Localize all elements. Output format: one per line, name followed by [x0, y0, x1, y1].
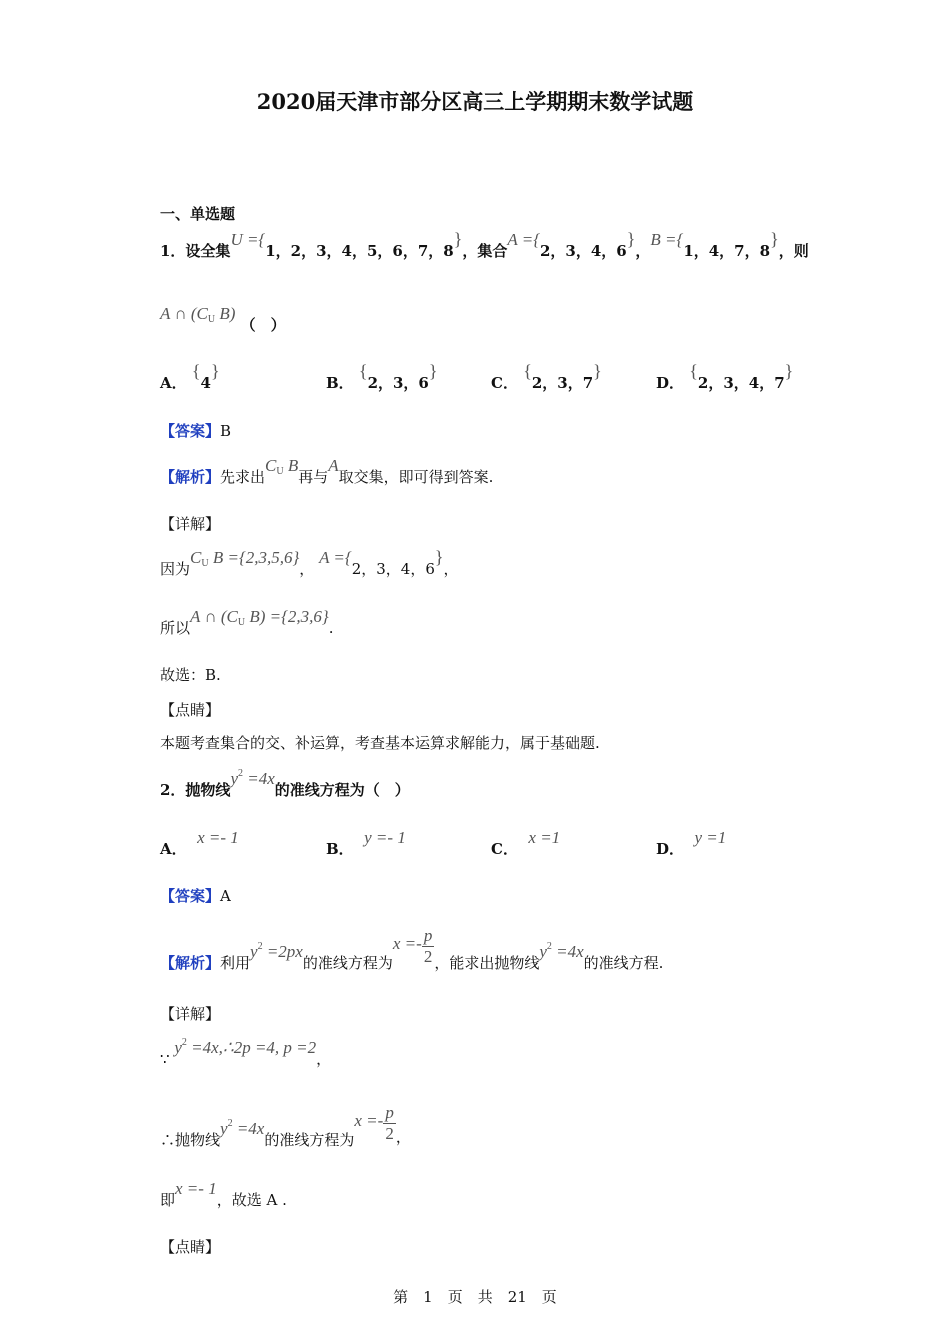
fraction-numerator: p	[385, 1103, 394, 1122]
var-y: y	[174, 1038, 182, 1057]
directrix-x: x =-	[354, 1110, 384, 1130]
question-2-tail: 的准线方程为（ ）	[274, 781, 410, 799]
set-label: ，集合	[462, 242, 508, 260]
q2-option-b[interactable]	[326, 828, 406, 859]
set-a-symbol: A	[328, 456, 339, 475]
analysis-text: 的准线方程.	[583, 953, 664, 972]
answer-value: A	[220, 887, 231, 905]
answer-value: B	[220, 422, 232, 440]
because-text: 因为	[160, 560, 191, 578]
q1-option-b[interactable]	[326, 361, 438, 393]
option-label: C．	[491, 374, 518, 392]
q1-option-a[interactable]	[160, 361, 220, 393]
q2-comment-tag: 【点睛】	[160, 1238, 221, 1256]
option-label: D．	[656, 374, 685, 392]
analysis-text: ，能求出抛物线	[434, 953, 540, 972]
complement-subscript: U	[276, 466, 284, 477]
fraction-denominator: 2	[385, 1124, 394, 1143]
q2-option-c[interactable]	[491, 828, 561, 859]
brace-close: }	[210, 361, 220, 381]
therefore-symbol: ∴	[160, 1130, 176, 1149]
q1-option-d[interactable]	[656, 361, 794, 393]
var-y: y	[250, 941, 258, 961]
question-2-stem	[160, 768, 410, 800]
option-label: B．	[326, 374, 354, 392]
brace-close: }	[428, 361, 438, 381]
answer-tag: 【答案】	[160, 887, 221, 905]
result-expr: x =- 1	[175, 1179, 217, 1198]
set-u-label: U ={	[230, 230, 266, 249]
option-value: 2，3，6	[367, 374, 429, 392]
q1-answer	[160, 420, 231, 441]
question-1-number: 1．设全集	[160, 242, 231, 260]
analysis-tag: 【解析】	[160, 468, 221, 486]
brace-close: }	[453, 229, 463, 249]
page-title: 2020届天津市部分区高三上学期期末数学试题	[256, 89, 694, 114]
complement-subscript: U	[237, 617, 246, 628]
brace-close: }	[434, 547, 444, 567]
brace-open: {	[523, 361, 532, 381]
option-value: x =- 1	[197, 828, 239, 847]
intersection-expr: A ∩ (C	[190, 607, 238, 626]
comma: ，	[299, 560, 315, 578]
var-y: y	[539, 941, 547, 961]
option-label: C．	[491, 840, 518, 858]
q1-because	[160, 547, 459, 580]
q2-option-a[interactable]	[160, 828, 239, 859]
q1-analysis	[160, 456, 494, 488]
exponent: 2	[237, 768, 243, 779]
set-u-values: 1，2，3，4，5，6，7，8	[265, 242, 454, 260]
then-text: ，则	[778, 242, 809, 260]
comma: ，	[316, 1050, 332, 1068]
q2-answer	[160, 885, 231, 906]
var-y: y	[220, 1118, 228, 1138]
q2-analysis	[160, 918, 664, 972]
option-label: A．	[160, 840, 187, 858]
brace-close: }	[770, 229, 779, 249]
set-b-label: B ={	[650, 230, 684, 249]
set-a-label: A ={	[319, 548, 352, 567]
complement-expr: B ={2,3,5,6}	[208, 548, 300, 567]
option-value: 4	[200, 374, 211, 392]
brace-close: }	[593, 361, 602, 381]
because-symbol: ∵	[160, 1050, 170, 1068]
comma: ，	[443, 560, 459, 578]
brace-open: {	[191, 361, 201, 381]
period: .	[328, 619, 334, 637]
q2-option-d[interactable]	[656, 828, 727, 859]
comma: ，	[395, 1127, 411, 1146]
question-2-number: 2．抛物线	[160, 781, 231, 799]
option-value: 2，3，4，7	[697, 374, 785, 392]
question-1-stem	[160, 229, 809, 261]
answer-tag: 【答案】	[160, 422, 221, 440]
set-a-label: A ={	[507, 230, 540, 249]
equation-rest: =4x	[232, 1118, 265, 1138]
option-value: y =- 1	[364, 828, 406, 847]
exponent: 2	[257, 940, 263, 952]
var-y: y	[230, 769, 238, 788]
page-footer: 第 1 页 共 21 页	[393, 1288, 557, 1306]
question-1-expression	[160, 304, 286, 336]
so-text: 所以	[160, 619, 191, 637]
fraction-p-over-2	[383, 1103, 396, 1144]
expr-end: B)	[215, 304, 236, 323]
fraction-numerator: p	[423, 926, 433, 945]
q2-therefore	[160, 1095, 411, 1149]
fraction-denominator: 2	[423, 947, 433, 966]
analysis-text: 取交集，即可得到答案.	[338, 468, 494, 486]
option-value: y =1	[694, 828, 727, 847]
option-label: D．	[656, 840, 685, 858]
brace-close: }	[784, 361, 794, 381]
q1-comment: 本题考查集合的交、补运算，考查基本运算求解能力，属于基础题.	[160, 734, 600, 752]
option-value: x =1	[528, 828, 561, 847]
equation-rest: =2px	[262, 941, 303, 961]
q2-because	[160, 1037, 332, 1069]
q1-option-c[interactable]	[491, 361, 602, 393]
analysis-text: 利用	[220, 953, 251, 972]
analysis-text: 再与	[298, 468, 329, 486]
brace-close: }	[626, 229, 636, 249]
q1-detail-tag: 【详解】	[160, 515, 221, 533]
analysis-text: 的准线方程为	[302, 953, 393, 972]
brace-open: {	[358, 361, 368, 381]
exponent: 2	[227, 1117, 233, 1129]
result-expr: B) ={2,3,6}	[245, 607, 329, 626]
answer-paren: （ ）	[240, 316, 286, 334]
complement-c: C	[190, 548, 202, 567]
exponent: 2	[546, 940, 552, 952]
analysis-tag: 【解析】	[160, 953, 221, 972]
option-label: B．	[326, 840, 354, 858]
q1-choose: 故选：B.	[160, 666, 221, 684]
complement-c: C	[265, 456, 277, 475]
q1-so	[160, 607, 334, 639]
intersection-expr: A ∩ (C	[160, 304, 208, 323]
ji-text: 即	[160, 1191, 176, 1209]
option-label: A．	[160, 374, 187, 392]
analysis-text: 先求出	[220, 468, 266, 486]
q2-ji	[160, 1179, 287, 1210]
comma: ，	[635, 242, 651, 260]
equation-rest: =4x	[551, 941, 584, 961]
directrix-x: x =-	[392, 933, 422, 953]
choose-text: ，故选 A .	[216, 1191, 287, 1209]
set-b-values: 1，4，7，8	[683, 242, 771, 260]
brace-open: {	[689, 361, 698, 381]
set-a-values: 2，3，4，6	[540, 242, 627, 260]
set-b-symbol: B	[283, 456, 299, 475]
therefore-text: 的准线方程为	[264, 1130, 355, 1149]
section-heading: 一、单选题	[160, 205, 236, 223]
set-a-values: 2，3，4，6	[351, 560, 435, 578]
complement-subscript: U	[201, 558, 209, 569]
derivation-expr: =4x,∴2p =4, p =2	[186, 1038, 317, 1057]
complement-subscript: U	[207, 314, 216, 325]
exponent: 2	[181, 1037, 187, 1048]
q2-detail-tag: 【详解】	[160, 1005, 221, 1023]
q1-comment-tag: 【点睛】	[160, 701, 221, 719]
option-value: 2，3，7	[531, 374, 594, 392]
equation-rest: =4x	[242, 769, 275, 788]
therefore-text: 抛物线	[175, 1130, 221, 1149]
fraction-p-over-2	[422, 926, 435, 967]
